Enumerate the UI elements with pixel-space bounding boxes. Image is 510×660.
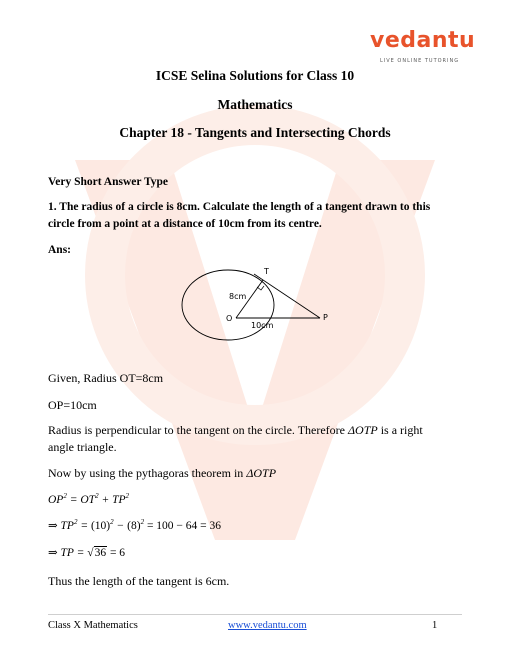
perp-text-b: is a right <box>377 423 423 437</box>
perpendicular-line-1 <box>48 423 423 438</box>
logo-wordmark: vedantu <box>370 28 476 53</box>
perp-triangle: ΔOTP <box>348 423 378 437</box>
perp-text-a: Radius is perpendicular to the tangent on the circle. Therefore <box>48 423 348 437</box>
pyth-triangle: ΔOTP <box>246 466 277 480</box>
question-number: 1 <box>48 201 54 213</box>
given-line: Given, Radius OT=8cm <box>48 371 164 385</box>
op-line: OP=10cm <box>48 398 97 412</box>
conclusion-line: Thus the length of the tangent is 6cm. <box>48 574 230 588</box>
tangent-line <box>254 274 320 318</box>
question-line-1 <box>48 201 430 213</box>
perpendicular-line-2: angle triangle. <box>48 440 117 454</box>
equation-2: ⇒ $TP^2 = (10)^2 - (8)^2 = 100 - 64 = 36$ <box>48 518 222 532</box>
pythagoras-line <box>48 466 276 481</box>
footer-class: Class X Mathematics <box>48 620 138 631</box>
doc-subject: Mathematics <box>217 97 293 112</box>
answer-label: Ans: <box>48 244 72 256</box>
vedantu-logo <box>370 28 476 68</box>
section-heading: Very Short Answer Type <box>48 176 169 188</box>
label-distance: 10cm <box>251 321 274 330</box>
page-number: 1 <box>432 620 438 631</box>
label-t: T <box>264 267 269 276</box>
footer-divider <box>48 614 462 615</box>
label-p: P <box>323 313 328 322</box>
label-radius: 8cm <box>229 292 247 301</box>
question-line-2: circle from a point at a distance of 10cm from its centre. <box>48 218 322 230</box>
doc-chapter: Chapter 18 - Tangents and Intersecting Chords <box>119 125 391 140</box>
tangent-diagram <box>180 262 340 342</box>
label-o: O <box>226 314 233 323</box>
pyth-text: Now by using the pythagoras theorem in <box>48 466 247 480</box>
logo-tagline: LIVE ONLINE TUTORING <box>380 58 460 64</box>
doc-title: ICSE Selina Solutions for Class 10 <box>155 68 355 83</box>
equation-1: $OP^2 = OT^2 + TP^2$ <box>48 492 129 506</box>
equation-3: ⇒ TP = √36 = 6 <box>48 547 126 559</box>
footer-website-link[interactable]: www.vedantu.com <box>228 620 307 631</box>
question-text-1: . The radius of a circle is 8cm. Calculate the length of a tangent drawn to this <box>53 201 431 213</box>
